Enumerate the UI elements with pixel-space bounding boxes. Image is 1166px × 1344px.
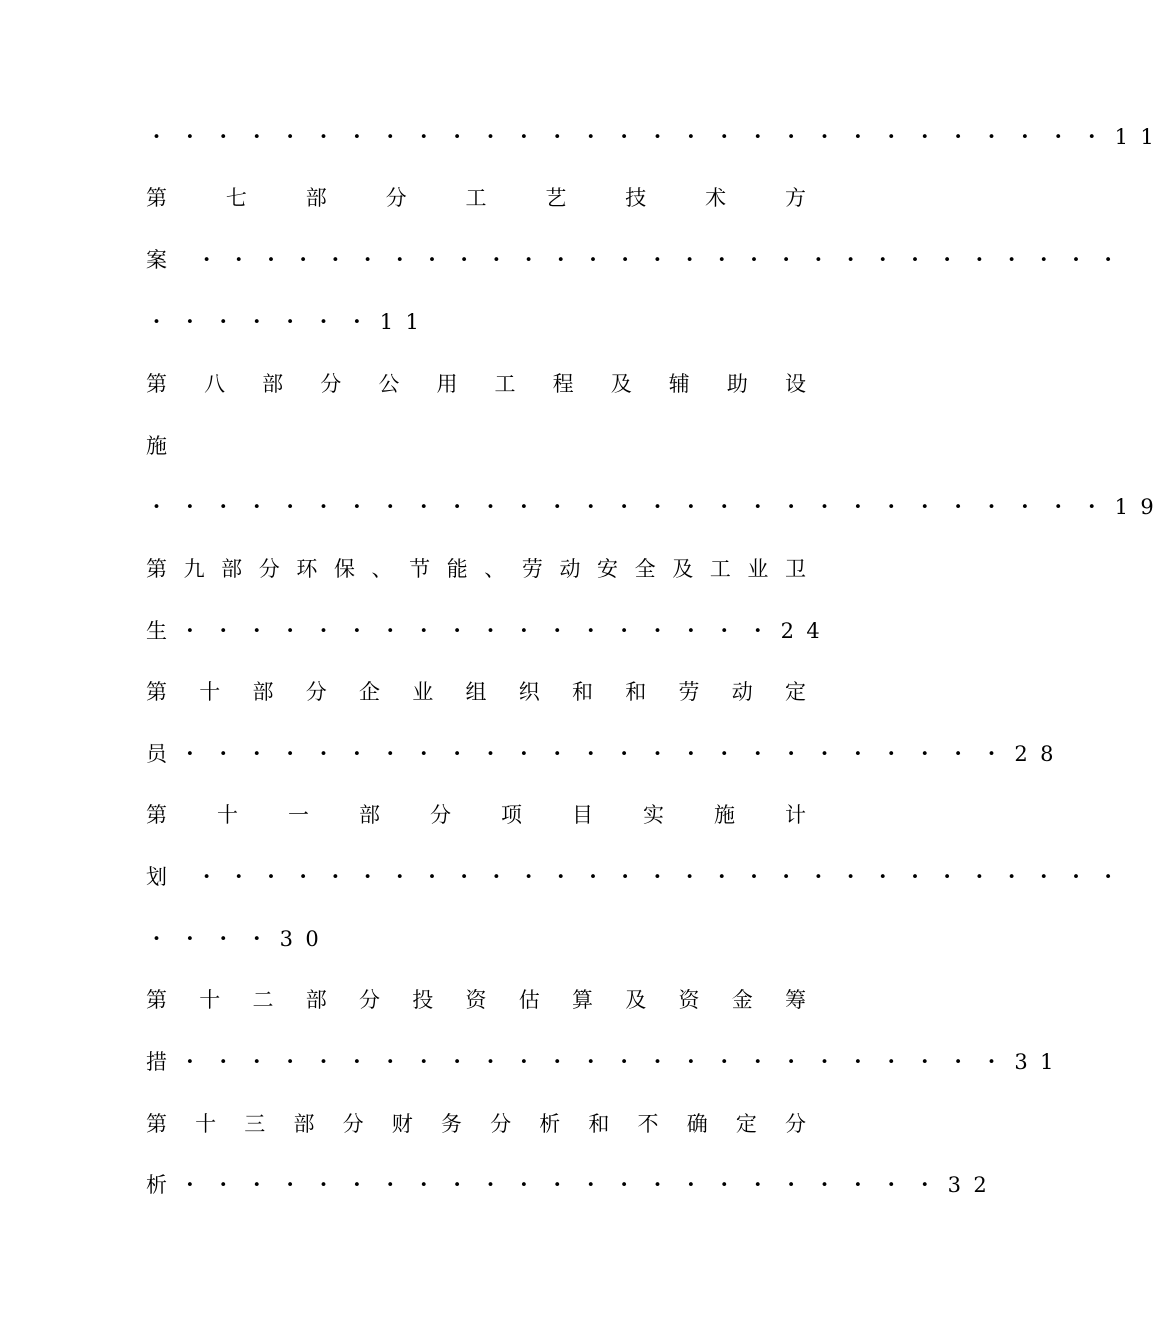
toc-entry-part9: 第 九 部 分 环 保 、 节 能 、 劳 动 安 全 及 工 业 卫 bbox=[146, 557, 806, 581]
toc-leader-line: ・・・・・・・11 bbox=[146, 310, 432, 334]
toc-entry-part10-cont: 员・・・・・・・・・・・・・・・・・・・・・・・・・28 bbox=[146, 742, 1066, 766]
toc-leader-line: ・・・・・・・・・・・・・・・・・・・・・・・・・・・・・19 bbox=[146, 495, 1166, 519]
toc-entry-part12: 第 十 二 部 分 投 资 估 算 及 资 金 筹 bbox=[146, 988, 806, 1012]
toc-entry-part8-cont: 施 bbox=[146, 434, 167, 458]
toc-entry-part11-cont: 划 ・・・・・・・・・・・・・・・・・・・・・・・・・・・・・ bbox=[146, 865, 1130, 889]
toc-entry-part13: 第 十 三 部 分 财 务 分 析 和 不 确 定 分 bbox=[146, 1112, 806, 1136]
toc-entry-part13-cont: 析・・・・・・・・・・・・・・・・・・・・・・・32 bbox=[146, 1173, 1000, 1197]
toc-leader-line: ・・・・・・・・・・・・・・・・・・・・・・・・・・・・・11 bbox=[146, 125, 1166, 149]
toc-entry-part12-cont: 措・・・・・・・・・・・・・・・・・・・・・・・・・31 bbox=[146, 1050, 1066, 1074]
toc-entry-part10: 第 十 部 分 企 业 组 织 和 和 劳 动 定 bbox=[146, 680, 806, 704]
toc-entry-part8: 第 八 部 分 公 用 工 程 及 辅 助 设 bbox=[146, 372, 806, 396]
toc-entry-part11: 第 十 一 部 分 项 目 实 施 计 bbox=[146, 803, 806, 827]
toc-entry-part7: 第 七 部 分 工 艺 技 术 方 bbox=[146, 186, 806, 210]
toc-entry-part9-cont: 生・・・・・・・・・・・・・・・・・・24 bbox=[146, 619, 833, 643]
toc-entry-part7-cont: 案 ・・・・・・・・・・・・・・・・・・・・・・・・・・・・・ bbox=[146, 248, 1130, 272]
toc-leader-line: ・・・・30 bbox=[146, 927, 332, 951]
